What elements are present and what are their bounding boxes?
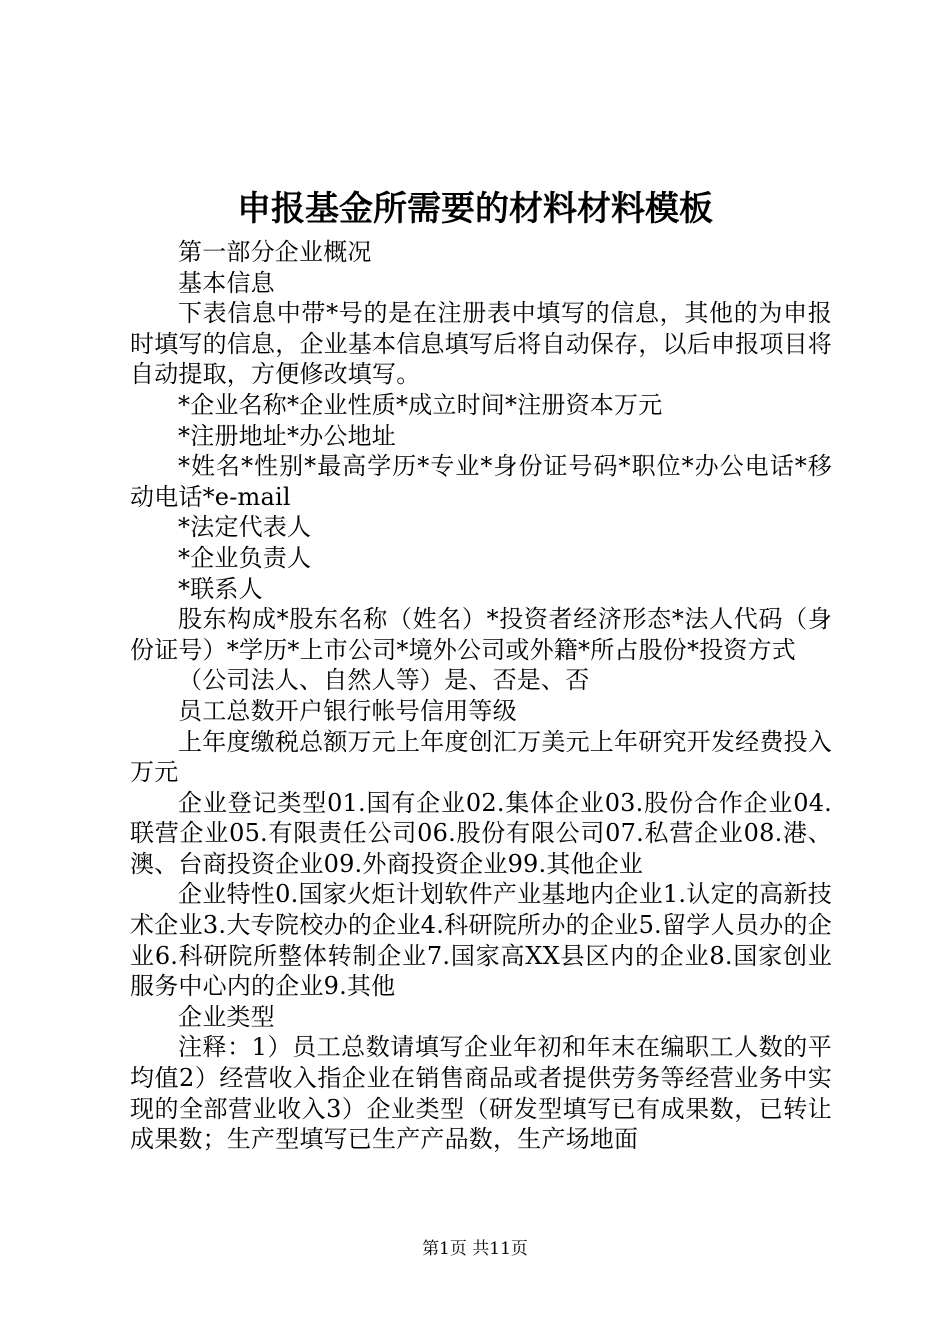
paragraph: *姓名*性别*最高学历*专业*身份证号码*职位*办公电话*移动电话*e-mail [130,452,832,511]
document-title: 申报基金所需要的材料材料模板 [237,189,713,229]
paragraph: 上年度缴税总额万元上年度创汇万美元上年研究开发经费投入万元 [130,727,832,787]
paragraph: 注释：1）员工总数请填写企业年初和年末在编职工人数的平均值2）经营收入指企业在销售商品或者提供劳务等经营业务中实现的全部营业收入3）企业类型（研发型填写已有成果数，已转让成果数；生产型填写已生产产品数，生产场地面 [130,1033,832,1154]
paragraph: 员工总数开户银行帐号信用等级 [178,696,517,725]
document-body [130,237,832,1155]
paragraph: 企业类型 [178,1002,275,1031]
paragraph: 股东构成*股东名称（姓名）*投资者经济形态*法人代码（身份证号）*学历*上市公司*境外公司或外籍*所占股份*投资方式 [130,605,832,664]
paragraph: *法定代表人 [178,513,312,542]
paragraph: 基本信息 [178,268,275,297]
paragraph: *企业名称*企业性质*成立时间*注册资本万元 [178,390,663,419]
paragraph: *联系人 [178,574,263,603]
paragraph: 下表信息中带*号的是在注册表中填写的信息，其他的为申报时填写的信息，企业基本信息填写后将自动保存，以后申报项目将自动提取，方便修改填写。 [130,299,832,389]
page-number-footer: 第1页 共11页 [422,1239,528,1259]
paragraph: 企业登记类型01.国有企业02.集体企业03.股份合作企业04.联营企业05.有限责任公司06.股份有限公司07.私营企业08.港、澳、台商投资企业09.外商投资企业99.其他企业 [130,788,832,878]
paragraph: （公司法人、自然人等）是、否是、否 [178,666,590,695]
paragraph: 企业特性0.国家火炬计划软件产业基地内企业1.认定的高新技术企业3.大专院校办的企业4.科研院所办的企业5.留学人员办的企业6.科研院所整体转制企业7.国家高XX县区内的企业8.国家创业服务中心内的企业9.其他 [130,880,832,1001]
paragraph: *注册地址*办公地址 [178,421,396,450]
paragraph: *企业负责人 [178,543,312,572]
paragraph: 第一部分企业概况 [178,238,372,266]
